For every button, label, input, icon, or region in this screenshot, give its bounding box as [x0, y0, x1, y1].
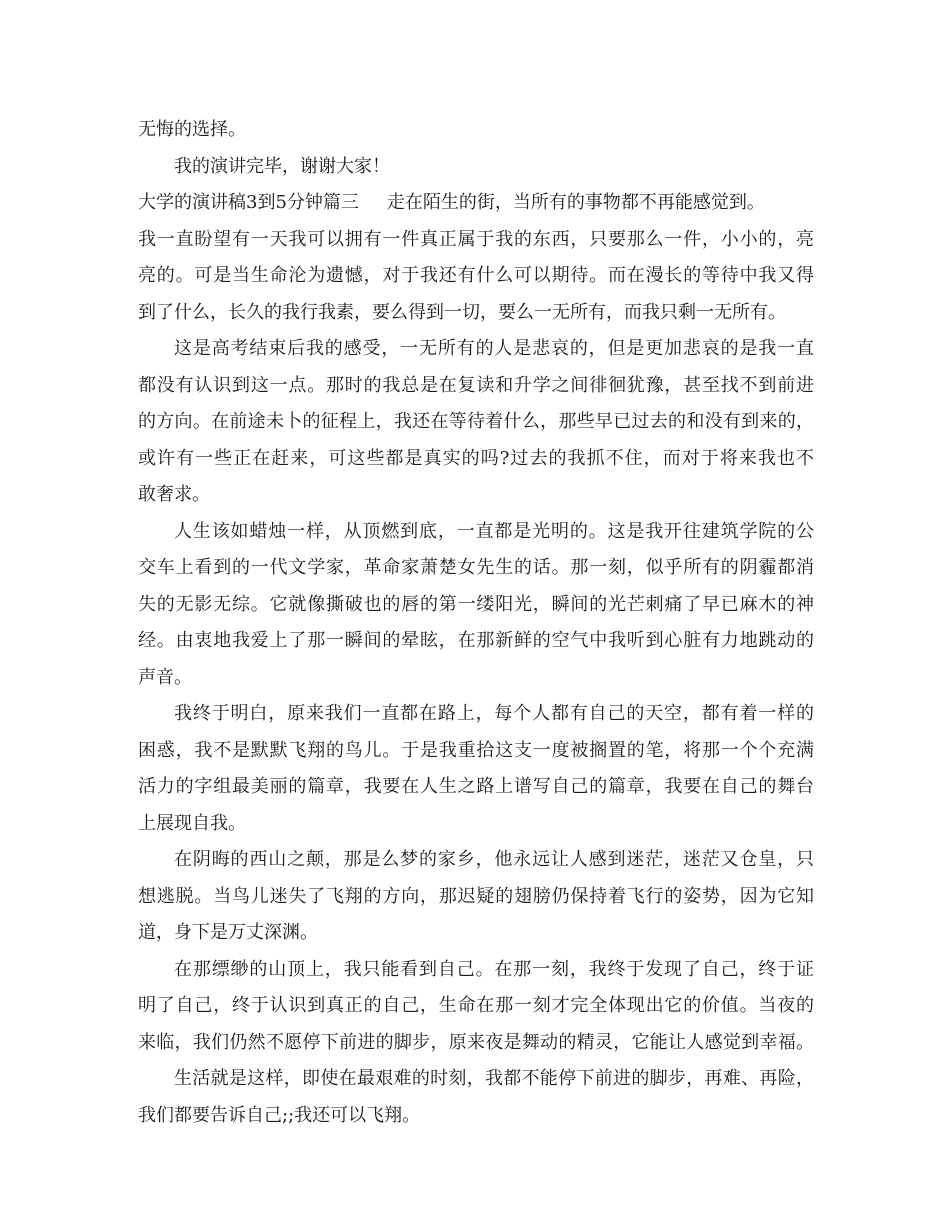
text-line: 来临，我们仍然不愿停下前进的脚步，原来夜是舞动的精灵，它能让人感觉到幸福。	[138, 1031, 814, 1053]
text-line: 在那缥缈的山顶上，我只能看到自己。在那一刻，我终于发现了自己，终于证	[174, 958, 814, 980]
text-line: 生活就是这样，即使在最艰难的时刻，我都不能停下前进的脚步，再难、再险，	[174, 1068, 814, 1089]
text-line: 无悔的选择。	[138, 119, 246, 140]
document-body	[138, 112, 814, 1134]
text-line: 困惑，我不是默默飞翔的鸟儿。于是我重拾这支一度被搁置的笔，将那一个个充满	[138, 739, 814, 761]
text-line: 我的演讲完毕，谢谢大家！	[174, 155, 390, 177]
text-line: 亮的。可是当生命沦为遗憾，对于我还有什么可以期待。而在漫长的等待中我又得	[138, 265, 814, 286]
text-line: 明了自己，终于认识到真正的自己，生命在那一刻才完全体现出它的价值。当夜的	[138, 995, 814, 1016]
text-line: 经。由衷地我爱上了那一瞬间的晕眩，在那新鲜的空气中我听到心脏有力地跳动的	[138, 630, 814, 651]
text-line: 上展现自我。	[138, 812, 246, 834]
section-title: 大学的演讲稿3到5分钟篇三	[138, 192, 359, 213]
paragraph-text: 走在陌生的街，当所有的事物都不再能感觉到。	[386, 192, 765, 213]
text-line: 我们都要告诉自己;;我还可以飞翔。	[138, 1104, 421, 1126]
text-line: 到了什么，长久的我行我素，要么得到一切，要么一无所有，而我只剩一无所有。	[138, 301, 786, 323]
text-line: 在阴晦的西山之颠，那是么梦的家乡，他永远让人感到迷茫，迷茫又仓皇，只	[174, 849, 814, 870]
text-line: 想逃脱。当鸟儿迷失了飞翔的方向，那迟疑的翅膀仍保持着飞行的姿势，因为它知	[138, 885, 814, 907]
text-line: 的方向。在前途未卜的征程上，我还在等待着什么，那些早已过去的和没有到来的，	[138, 411, 814, 432]
text-line: 我一直盼望有一天我可以拥有一件真正属于我的东西，只要那么一件，小小的，亮	[138, 228, 814, 250]
text-line: 都没有认识到这一点。那时的我总是在复读和升学之间徘徊犹豫，甚至找不到前进	[138, 374, 814, 396]
section-heading-line	[138, 185, 814, 222]
text-line: 我终于明白，原来我们一直都在路上，每个人都有自己的天空，都有着一样的	[174, 703, 814, 724]
text-line: 活力的字组最美丽的篇章，我要在人生之路上谱写自己的篇章，我要在自己的舞台	[138, 776, 814, 797]
text-line: 失的无影无综。它就像撕破也的唇的第一缕阳光，瞬间的光芒刺痛了早已麻木的神	[138, 593, 814, 615]
text-line: 或许有一些正在赶来，可这些都是真实的吗?过去的我抓不住，而对于将来我也不	[138, 447, 814, 469]
text-line: 交车上看到的一代文学家，革命家萧楚女先生的话。那一刻，似乎所有的阴霾都消	[138, 557, 814, 578]
text-line: 人生该如蜡烛一样，从顶燃到底，一直都是光明的。这是我开往建筑学院的公	[174, 520, 814, 542]
text-line: 敢奢求。	[138, 484, 210, 505]
text-line: 这是高考结束后我的感受，一无所有的人是悲哀的，但是更加悲哀的是我一直	[174, 338, 814, 359]
text-line: 声音。	[138, 666, 192, 688]
text-line: 道，身下是万丈深渊。	[138, 922, 318, 943]
